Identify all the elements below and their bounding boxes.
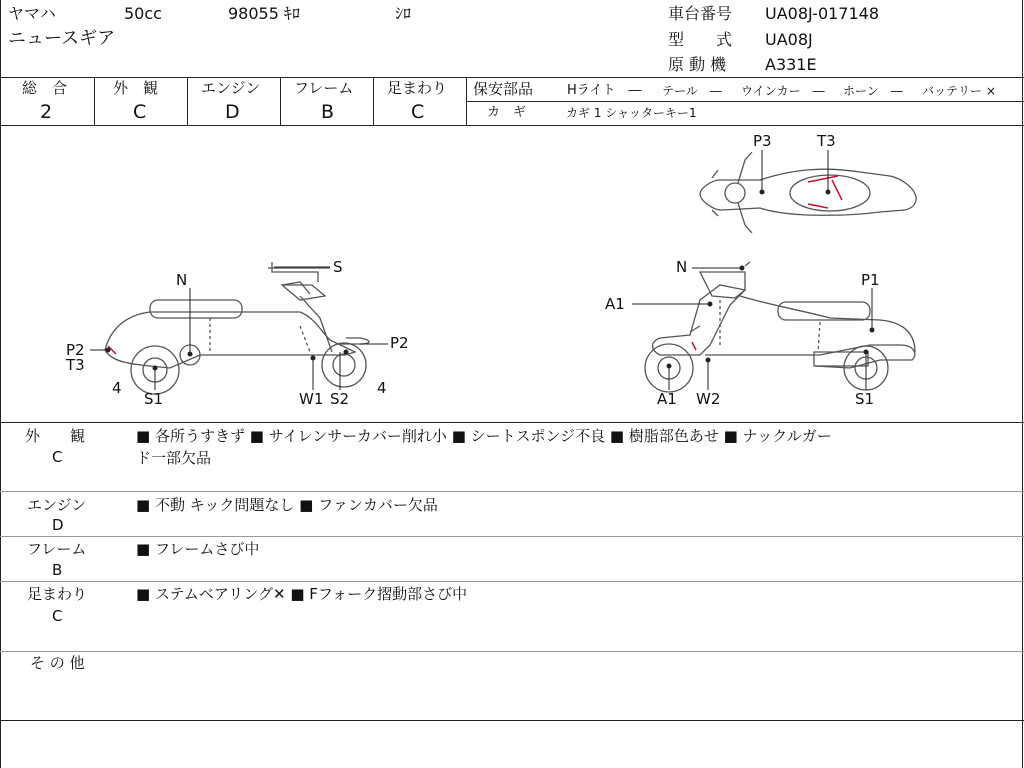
- note-suspension-text: ■ ステムベアリング✕ ■ Fフォーク摺動部さび中: [136, 585, 468, 603]
- note-frame-text: ■ フレームさび中: [136, 540, 260, 558]
- frame-no-label: 車台番号: [668, 4, 733, 23]
- note-engine-text: ■ 不動 キック問題なし ■ ファンカバー欠品: [136, 496, 438, 514]
- engine-model-label: 原 動 機: [668, 55, 727, 74]
- note-suspension-label: 足まわり: [27, 585, 88, 603]
- mileage: 98055 ｷﾛ: [228, 4, 300, 23]
- engine-model-value: A331E: [765, 55, 817, 74]
- notes-divider-1: [0, 491, 1024, 492]
- note-engine-grade: D: [52, 516, 64, 534]
- label-left-4b: 4: [377, 379, 387, 397]
- type-value: UA08J: [765, 30, 813, 49]
- label-left-s2: S2: [330, 390, 350, 408]
- model-name: ニュースギア: [8, 28, 116, 49]
- label-right-s1: S1: [855, 390, 875, 408]
- header-divider: [0, 77, 1024, 78]
- left-side-scooter: [105, 262, 369, 394]
- safety-tail: テール ―: [662, 84, 722, 98]
- exterior-grade-value: C: [133, 101, 147, 123]
- note-frame-label: フレーム: [27, 540, 87, 558]
- label-left-s1: S1: [144, 390, 164, 408]
- label-right-p1: P1: [861, 271, 880, 289]
- exterior-grade-label: 外 観: [113, 79, 159, 97]
- safety-row-divider: [466, 101, 1024, 102]
- grade-sep-4: [373, 77, 374, 125]
- suspension-grade-value: C: [411, 101, 425, 123]
- label-top-t3: T3: [817, 132, 836, 150]
- label-left-n: N: [176, 271, 188, 289]
- suspension-grade-label: 足まわり: [387, 79, 448, 97]
- overall-grade-label: 総 合: [22, 79, 68, 97]
- note-other-label: そ の 他: [30, 654, 85, 672]
- label-left-s: S: [333, 258, 343, 276]
- label-right-a1b: A1: [657, 390, 677, 408]
- safety-battery: バッテリー ×: [922, 84, 996, 98]
- overall-grade-value: 2: [40, 101, 53, 123]
- label-left-w1: W1: [299, 390, 324, 408]
- note-frame-grade: B: [52, 561, 63, 579]
- label-left-4a: 4: [112, 379, 122, 397]
- label-left-p2a: P2: [66, 341, 85, 359]
- safety-headlight: Hライト ―: [567, 83, 642, 98]
- notes-divider-2: [0, 536, 1024, 537]
- label-right-a1a: A1: [605, 295, 625, 313]
- top-view-scooter: [700, 152, 916, 233]
- note-exterior-label: 外 観: [25, 427, 86, 445]
- safety-horn: ホーン ―: [843, 84, 903, 98]
- diagram-divider: [0, 422, 1024, 423]
- notes-divider-4: [0, 651, 1024, 652]
- notes-divider-5: [0, 720, 1024, 721]
- label-right-w2: W2: [696, 390, 721, 408]
- label-left-t3: T3: [66, 356, 85, 374]
- frame-grade-label: フレーム: [294, 79, 354, 97]
- grade-sep-3: [280, 77, 281, 125]
- key-label: カ ギ: [487, 105, 527, 120]
- note-exterior-grade: C: [52, 448, 63, 466]
- label-left-p2b: P2: [390, 334, 409, 352]
- engine-grade-value: D: [225, 101, 240, 123]
- label-right-n: N: [676, 258, 688, 276]
- damage-diagram: [0, 126, 1022, 422]
- note-exterior-text: ■ 各所うすきず ■ サイレンサーカバー削れ小 ■ シートスポンジ不良 ■ 樹脂部色あせ ■ ナックルガー: [136, 427, 832, 445]
- frame-right-border: [1022, 0, 1023, 768]
- note-exterior-text-cont: ド一部欠品: [136, 449, 212, 467]
- displacement: 50cc: [124, 4, 162, 23]
- safety-parts-label: 保安部品: [473, 80, 534, 98]
- key-value: カギ 1 シャッターキー1: [566, 106, 697, 120]
- maker: ヤマハ: [8, 4, 56, 23]
- note-suspension-grade: C: [52, 607, 63, 625]
- type-label: 型 式: [668, 30, 733, 49]
- frame-no-value: UA08J-017148: [765, 4, 880, 23]
- label-top-p3: P3: [753, 132, 772, 150]
- body-color: ｼﾛ: [395, 4, 412, 23]
- engine-grade-label: エンジン: [201, 79, 261, 97]
- notes-divider-3: [0, 581, 1024, 582]
- grade-sep-1: [94, 77, 95, 125]
- note-engine-label: エンジン: [27, 496, 87, 514]
- grade-sep-2: [187, 77, 188, 125]
- safety-winker: ウインカー ―: [741, 84, 825, 98]
- frame-grade-value: B: [321, 101, 335, 123]
